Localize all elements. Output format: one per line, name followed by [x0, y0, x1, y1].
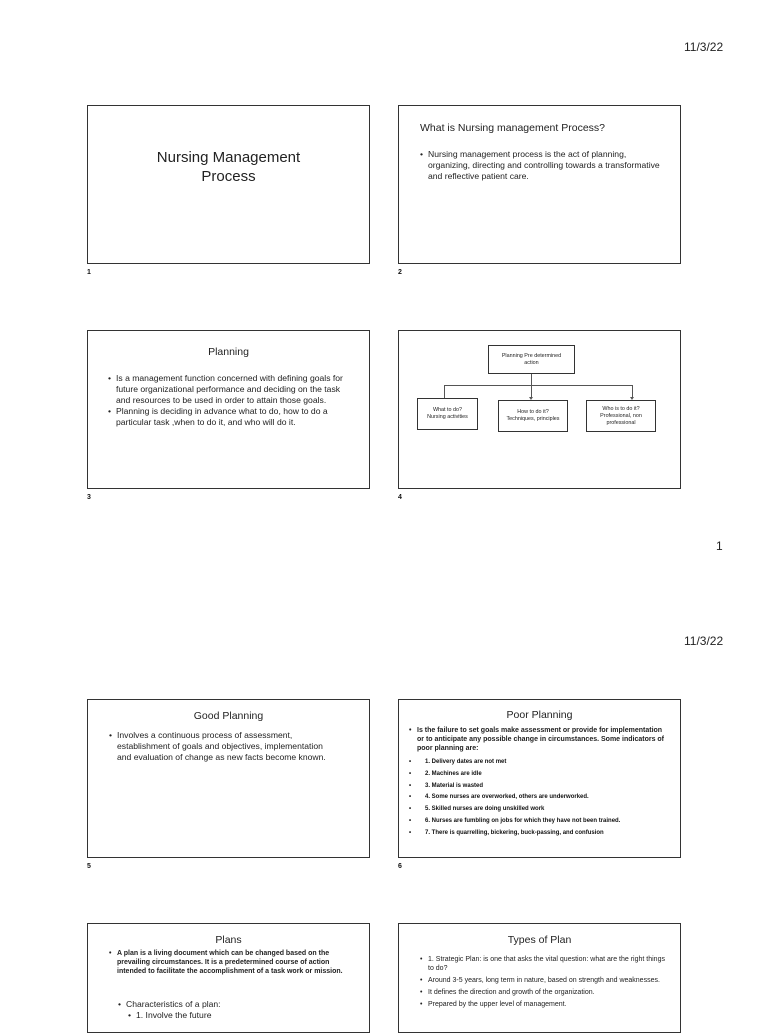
diagram-child-node: [417, 398, 478, 430]
slide-title: Types of Plan: [507, 934, 572, 946]
page-number: 1: [716, 539, 723, 553]
slide-title: Poor Planning: [506, 709, 573, 721]
bullet-item: • Involves a continuous process of assessment, establishment of goals and objectives, implementation and evaluation of change as new facts become known.: [109, 730, 339, 763]
list-item: • 2. Machines are idle: [409, 769, 674, 781]
connector-line: [444, 385, 632, 386]
list-item: • 3. Material is wasted: [409, 781, 674, 793]
slide-number: 4: [398, 494, 402, 501]
connector-line: [632, 385, 633, 397]
connector-line: [531, 374, 532, 385]
bullet-item: • Planning is deciding in advance what to do, how to do a particular task ,when to do it, and who will do it.: [108, 406, 352, 428]
list-item: • 4. Some nurses are overworked, others are underworked.: [409, 792, 674, 804]
node-line: Nursing activities: [427, 414, 468, 420]
subsub-bullet-item: • 1. Involve the future: [128, 1010, 348, 1021]
bullet-list: [109, 949, 359, 976]
bullet-list: [420, 149, 660, 182]
bullet-item: • Is a management function concerned with defining goals for future organizational performance and deciding on the task and resources to be used in order to attain those goals.: [108, 373, 352, 406]
page-date: 11/3/22: [684, 40, 724, 54]
node-line: Who is to do it?: [602, 405, 640, 412]
slide-5: [87, 699, 370, 858]
node-line: What to do?: [432, 407, 463, 413]
slide-number: 1: [87, 269, 91, 276]
bullet-item: • 1. Strategic Plan: is one that asks the vital question: what are the right things to do?: [420, 955, 670, 973]
list-item: • 7. There is quarrelling, bickering, buck-passing, and confusion: [409, 828, 674, 840]
list-item: • 1. Delivery dates are not met: [409, 757, 674, 769]
slide-6: [398, 699, 681, 858]
bullet-item: • Around 3-5 years, long term in nature, based on strength and weaknesses.: [420, 976, 670, 985]
bullet-item: • Is the failure to set goals make assessment or provide for implementation or to anticipate any possible change in circumstances. Some indicators of poor planning are:: [409, 726, 664, 753]
bullet-list: [108, 373, 352, 428]
bullet-item: • A plan is a living document which can be changed based on the prevailing circumstances. It is a predetermined course of action intended to facilitate the accomplishment of a task work or mission.: [109, 949, 359, 976]
node-line: Professional, non professional: [600, 412, 642, 426]
slide-number: 2: [398, 269, 402, 276]
sub-bullet-item: • Characteristics of a plan:: [118, 999, 348, 1010]
slide-2: [398, 105, 681, 264]
indicator-list: [409, 757, 674, 840]
slide-number: 5: [87, 863, 91, 870]
slide-1: [87, 105, 370, 264]
diagram-child-node: [586, 400, 656, 432]
node-line: Planning Pre determined: [501, 352, 562, 359]
intro-list: [409, 726, 664, 753]
slide-3: [87, 330, 370, 489]
subsub-list: [128, 1010, 348, 1021]
slide-7: [87, 923, 370, 1033]
bullet-item: • It defines the direction and growth of the organization.: [420, 988, 670, 997]
list-item: • 5. Skilled nurses are doing unskilled work: [409, 804, 674, 816]
slide-title: What is Nursing management Process?: [420, 122, 605, 134]
sub-list: [118, 999, 348, 1010]
slide-title: Nursing Management Process: [156, 149, 301, 185]
bullet-item: • Prepared by the upper level of management.: [420, 1000, 670, 1009]
slide-4: [398, 330, 681, 489]
page-date: 11/3/22: [684, 634, 724, 648]
bullet-list: [109, 730, 339, 763]
node-line: action: [524, 359, 539, 366]
node-line: Techniques, principles: [506, 416, 560, 422]
node-line: How to do it?: [517, 409, 549, 415]
slide-number: 3: [87, 494, 91, 501]
bullet-item: • Nursing management process is the act of planning, organizing, directing and controlling towards a transformative and reflective patient care.: [420, 149, 660, 182]
diagram-root-node: [488, 345, 575, 374]
slide-title: Planning: [208, 346, 249, 358]
slide-title: Plans: [215, 934, 242, 946]
connector-line: [531, 385, 532, 397]
connector-line: [444, 385, 445, 398]
slide-8: [398, 923, 681, 1033]
slide-number: 6: [398, 863, 402, 870]
slide-title: Good Planning: [193, 710, 264, 722]
list-item: • 6. Nurses are fumbling on jobs for which they have not been trained.: [409, 816, 674, 828]
bullet-list: [420, 955, 670, 1009]
diagram-child-node: [498, 400, 568, 432]
